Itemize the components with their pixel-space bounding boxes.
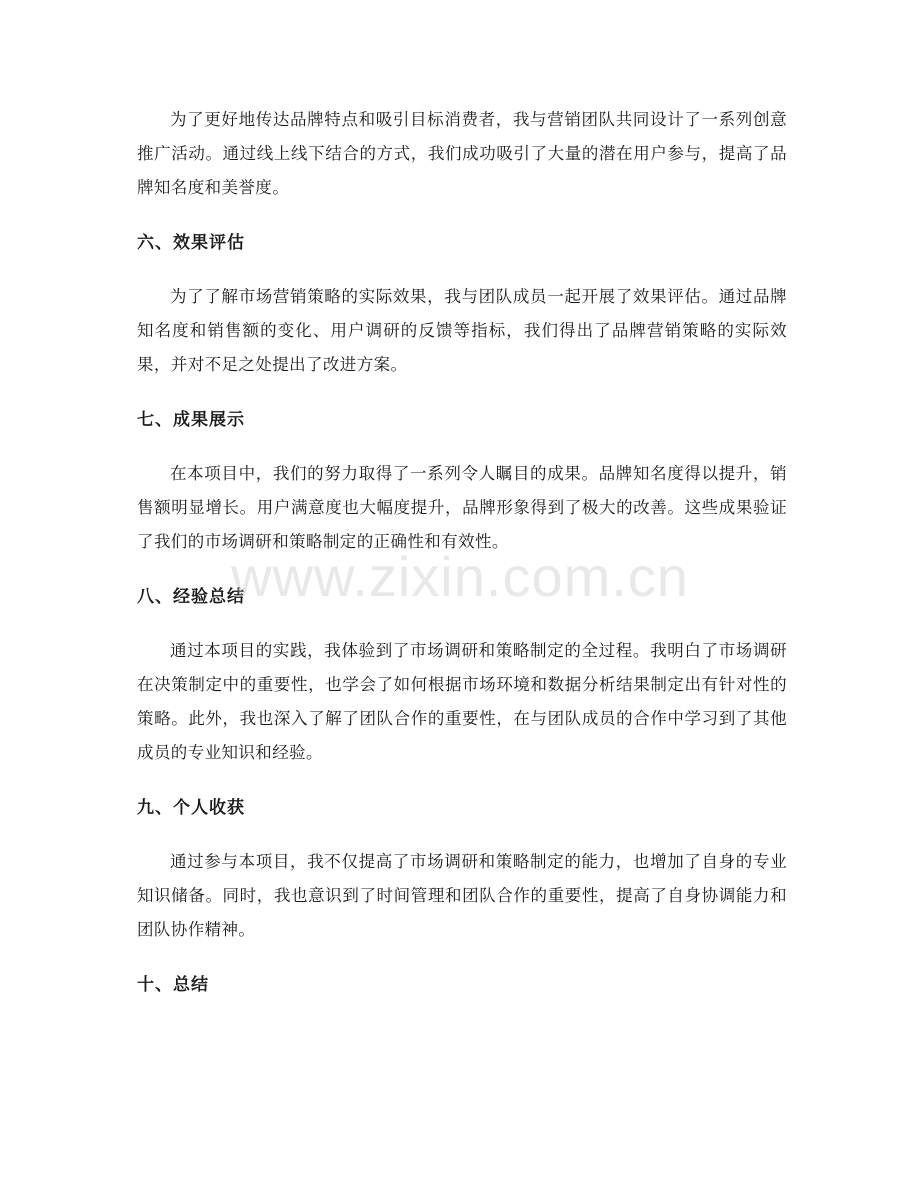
section-heading-personal-gains: 九、个人收获 (137, 798, 245, 818)
intro-paragraph: 为了更好地传达品牌特点和吸引目标消费者，我与营销团队共同设计了一系列创意推广活动。通过线上线下结合的方式，我们成功吸引了大量的潜在用户参与，提高了品牌知名度和美誉度。 (137, 110, 787, 197)
section-heading-results: 七、成果展示 (137, 410, 245, 430)
section-heading-effect-evaluation: 六、效果评估 (137, 233, 245, 253)
section-body-results: 在本项目中，我们的努力取得了一系列令人瞩目的成果。品牌知名度得以提升，销售额明显增长。用户满意度也大幅度提升，品牌形象得到了极大的改善。这些成果验证了我们的市场调研和策略制定的正确性和有效性。 (137, 464, 787, 551)
section-heading-summary: 十、总结 (137, 975, 209, 995)
section-heading-experience: 八、经验总结 (137, 587, 245, 607)
document-body (137, 103, 787, 1002)
section-body-experience: 通过本项目的实践，我体验到了市场调研和策略制定的全过程。我明白了市场调研在决策制定中的重要性，也学会了如何根据市场环境和数据分析结果制定出有针对性的策略。此外，我也深入了解了团队合作的重要性，在与团队成员的合作中学习到了其他成员的专业知识和经验。 (137, 641, 787, 762)
watermark: www.zixin.com.cn (231, 545, 689, 608)
section-body-personal-gains: 通过参与本项目，我不仅提高了市场调研和策略制定的能力，也增加了自身的专业知识储备。同时，我也意识到了时间管理和团队合作的重要性，提高了自身协调能力和团队协作精神。 (137, 852, 787, 939)
section-body-effect-evaluation: 为了了解市场营销策略的实际效果，我与团队成员一起开展了效果评估。通过品牌知名度和销售额的变化、用户调研的反馈等指标，我们得出了品牌营销策略的实际效果，并对不足之处提出了改进方案。 (137, 287, 787, 374)
